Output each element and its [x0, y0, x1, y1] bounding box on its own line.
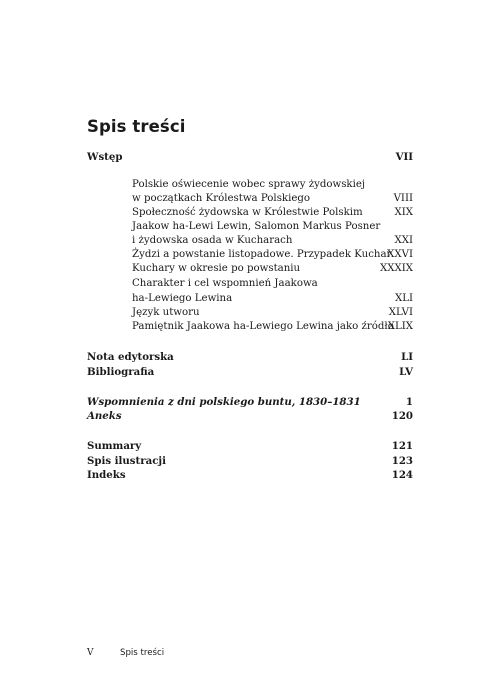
toc-entry-label: Spis ilustracji: [87, 455, 166, 467]
toc-entry-label: Jaakow ha-Lewi Lewin, Salomon Markus Posner: [132, 221, 381, 232]
toc-entry-label: i żydowska osada w Kucharach: [132, 235, 293, 246]
toc-entry[interactable]: [87, 234, 413, 248]
toc-entry-label: Pamiętnik Jaakowa ha-Lewiego Lewina jako źródło: [132, 321, 394, 332]
toc-entry[interactable]: [87, 292, 413, 306]
page-title: Spis treści: [87, 117, 186, 136]
toc-entry-label: Nota edytorska: [87, 351, 174, 363]
toc-entry-page: 120: [391, 410, 413, 422]
toc-entry-label: Summary: [87, 440, 142, 452]
toc-entry-label: Charakter i cel wspomnień Jaakowa: [132, 278, 318, 289]
toc-entry-page: 1: [405, 396, 413, 408]
toc-entry-label: Społeczność żydowska w Królestwie Polskim: [132, 207, 363, 218]
toc-entry[interactable]: [87, 306, 413, 320]
toc-entry[interactable]: [87, 192, 413, 206]
toc-entry-label: Kuchary w okresie po powstaniu: [132, 263, 301, 274]
toc-entry-summary[interactable]: [87, 439, 413, 453]
toc-entry-page: XIX: [394, 207, 413, 218]
toc-entry[interactable]: [87, 248, 413, 262]
toc-entry-page: XXXIX: [379, 263, 413, 274]
toc-entry[interactable]: [87, 277, 413, 291]
toc-entry[interactable]: [87, 220, 413, 234]
toc-entry-page: LV: [399, 366, 413, 378]
toc-entry-label: Wspomnienia z dni polskiego buntu, 1830–1831: [87, 396, 361, 408]
toc-entry-bibliografia[interactable]: [87, 365, 413, 379]
toc-entry-page: LI: [401, 351, 413, 363]
toc-entry-wspomnienia[interactable]: [87, 395, 413, 409]
toc-entry-label: Język utworu: [132, 307, 200, 318]
toc-entry-page: VII: [395, 151, 413, 163]
toc-entry-label: w początkach Królestwa Polskiego: [132, 193, 311, 204]
toc-entry-label: Bibliografia: [87, 366, 155, 378]
toc-entry-wstep[interactable]: [87, 150, 413, 164]
toc-entry-page: 124: [391, 469, 413, 481]
footer-running-title: Spis treści: [120, 648, 165, 658]
toc-entry-page: XLVI: [388, 307, 413, 318]
toc-entry[interactable]: [87, 262, 413, 276]
toc-entry-nota-edytorska[interactable]: [87, 350, 413, 364]
toc-entry-page: XLIX: [387, 321, 413, 332]
toc-entry-label: Polskie oświecenie wobec sprawy żydowskiej: [132, 179, 366, 190]
toc-entry[interactable]: [87, 178, 413, 192]
toc-entry-spis-ilustracji[interactable]: [87, 454, 413, 468]
toc-entry-page: VIII: [393, 193, 413, 204]
toc-entry-label: ha-Lewiego Lewina: [132, 293, 233, 304]
toc-entry[interactable]: [87, 206, 413, 220]
toc-entry-label: Aneks: [87, 410, 122, 422]
toc-entry-page: XXVI: [387, 249, 413, 260]
toc-entry-page: XXI: [394, 235, 413, 246]
toc-entry-label: Wstęp: [87, 151, 123, 163]
toc-entry-indeks[interactable]: [87, 468, 413, 482]
toc-entry[interactable]: [87, 320, 413, 334]
toc-entry-page: XLI: [394, 293, 413, 304]
toc-entry-label: Indeks: [87, 469, 126, 481]
toc-entry-page: 121: [391, 440, 413, 452]
footer-page-number: V: [87, 648, 94, 658]
toc-entry-label: Żydzi a powstanie listopadowe. Przypadek Kuchar: [132, 249, 392, 260]
toc-entry-aneks[interactable]: [87, 409, 413, 423]
toc-entry-page: 123: [391, 455, 413, 467]
